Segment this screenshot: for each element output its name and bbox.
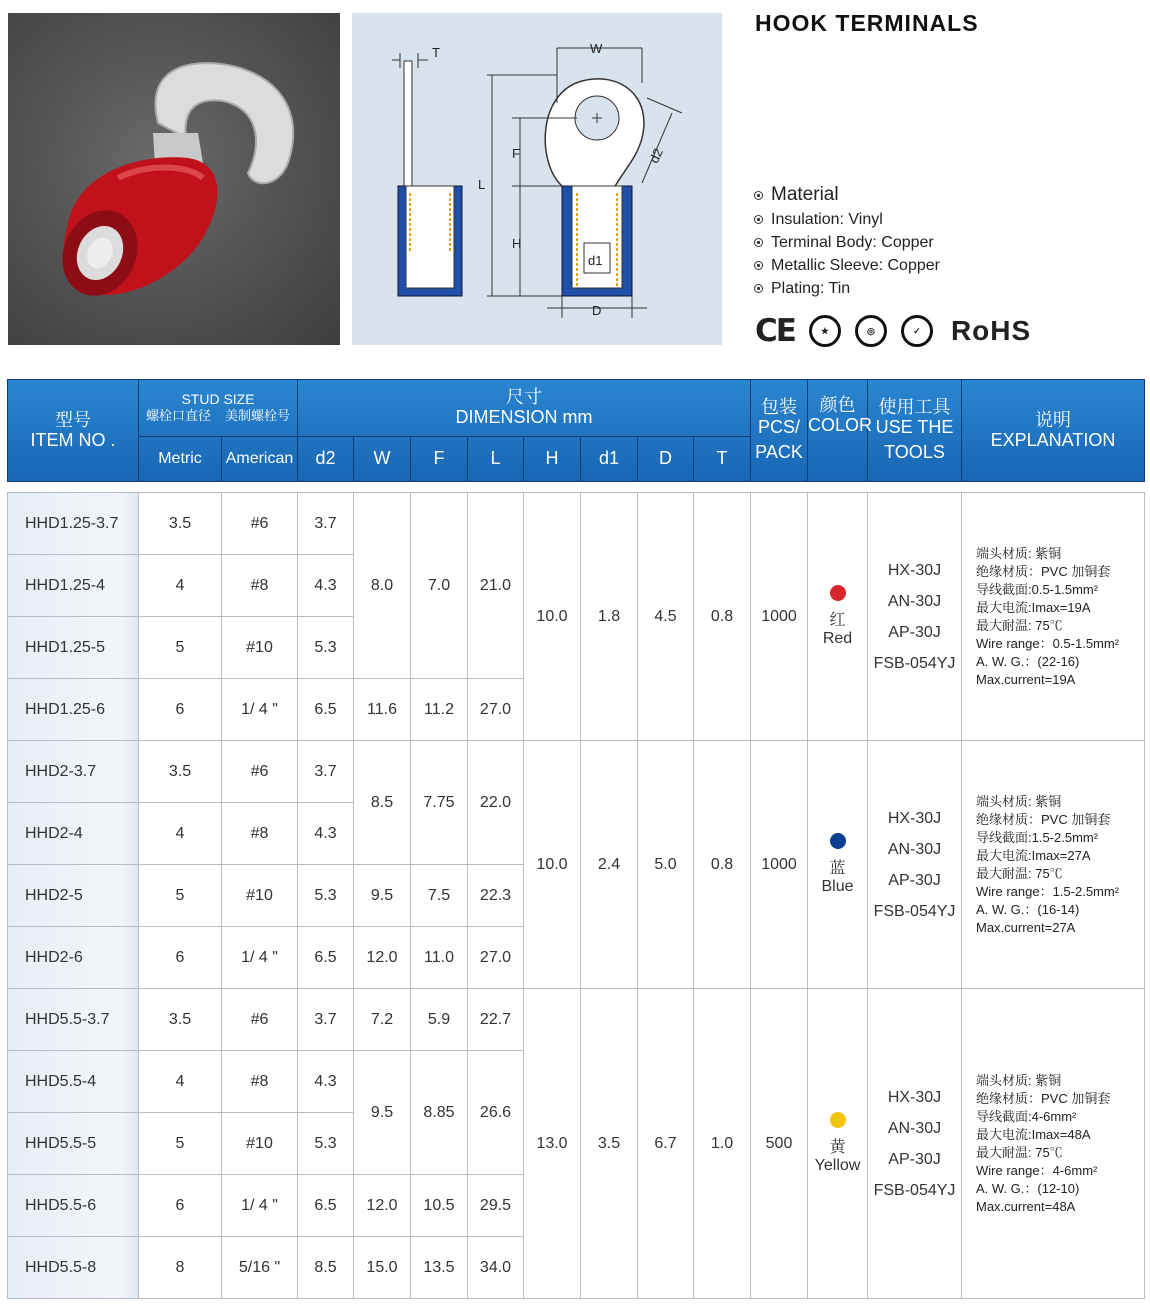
- quality-seal-icon: ★: [809, 315, 841, 347]
- dim-label-W: W: [590, 41, 603, 56]
- header-d1: d1: [581, 436, 638, 481]
- dim-label-F: F: [512, 146, 520, 161]
- item-no: HHD2-4: [8, 803, 139, 865]
- bullet-icon: [754, 215, 763, 224]
- item-no: HHD1.25-3.7: [8, 493, 139, 555]
- american-cell: 1/ 4 ": [222, 1175, 298, 1237]
- product-title: HOOK TERMINALS: [755, 10, 979, 36]
- metric-cell: 4: [139, 555, 222, 617]
- pack-cell: 1000: [751, 493, 808, 741]
- color-cell: 蓝 Blue: [808, 741, 868, 989]
- dim-label-H: H: [512, 236, 522, 251]
- metric-cell: 6: [139, 927, 222, 989]
- dim-label-L: L: [478, 177, 486, 192]
- item-no: HHD5.5-6: [8, 1175, 139, 1237]
- d-cell: 4.5: [638, 493, 694, 741]
- red-dot-icon: [830, 585, 846, 601]
- header-W: W: [354, 436, 411, 481]
- product-photo: [8, 13, 340, 345]
- dimension-drawing: [352, 13, 722, 345]
- tools-cell: HX-30J AN-30J AP-30J FSB-054YJ: [868, 741, 962, 989]
- spec-table-header: [7, 379, 1145, 482]
- sgs-seal-icon: ✓: [901, 315, 933, 347]
- header-T: T: [694, 436, 751, 481]
- w-cell: 7.2: [354, 989, 411, 1051]
- american-cell: #6: [222, 989, 298, 1051]
- bullet-icon: [754, 284, 763, 293]
- d2-cell: 3.7: [298, 741, 354, 803]
- yellow-dot-icon: [830, 1112, 846, 1128]
- material-item: Metallic Sleeve: Copper: [754, 254, 940, 277]
- header-stud-size: STUD SIZE 螺栓口直径 美制螺栓号: [139, 380, 298, 437]
- item-no: HHD1.25-4: [8, 555, 139, 617]
- tools-cell: HX-30J AN-30J AP-30J FSB-054YJ: [868, 493, 962, 741]
- w-cell: 11.6: [354, 679, 411, 741]
- header-item-no: 型号 ITEM NO .: [8, 380, 139, 482]
- w-cell: 15.0: [354, 1237, 411, 1299]
- item-no: HHD2-6: [8, 927, 139, 989]
- american-cell: #8: [222, 1051, 298, 1113]
- american-cell: #10: [222, 1113, 298, 1175]
- item-no: HHD5.5-8: [8, 1237, 139, 1299]
- metric-cell: 5: [139, 1113, 222, 1175]
- w-cell: 8.5: [354, 741, 411, 865]
- d2-cell: 5.3: [298, 1113, 354, 1175]
- d2-cell: 4.3: [298, 1051, 354, 1113]
- pack-cell: 1000: [751, 741, 808, 989]
- d1-cell: 3.5: [581, 989, 638, 1299]
- h-cell: 10.0: [524, 493, 581, 741]
- american-cell: #6: [222, 493, 298, 555]
- d2-cell: 6.5: [298, 927, 354, 989]
- explanation-cell: 端头材质: 紫铜 绝缘材质：PVC 加铜套 导线截面:0.5-1.5mm² 最大电流:Imax=19A 最大耐温: 75℃ Wire range：0.5-1.5mm² A. W. G.：(22-16) Max.current=19A: [962, 493, 1145, 741]
- l-cell: 29.5: [468, 1175, 524, 1237]
- american-cell: 1/ 4 ": [222, 679, 298, 741]
- metric-cell: 5: [139, 617, 222, 679]
- d2-cell: 4.3: [298, 555, 354, 617]
- t-cell: 0.8: [694, 741, 751, 989]
- item-no: HHD2-3.7: [8, 741, 139, 803]
- d-cell: 5.0: [638, 741, 694, 989]
- dim-label-T: T: [432, 45, 440, 60]
- d1-cell: 1.8: [581, 493, 638, 741]
- material-item: Insulation: Vinyl: [754, 208, 940, 231]
- t-cell: 0.8: [694, 493, 751, 741]
- header-pack: 包装 PCS/ PACK: [751, 380, 808, 482]
- w-cell: 9.5: [354, 865, 411, 927]
- w-cell: 12.0: [354, 927, 411, 989]
- metric-cell: 3.5: [139, 989, 222, 1051]
- iso-seal-icon: ◎: [855, 315, 887, 347]
- f-cell: 8.85: [411, 1051, 468, 1175]
- d1-cell: 2.4: [581, 741, 638, 989]
- american-cell: #10: [222, 865, 298, 927]
- dim-label-d1: d1: [588, 253, 603, 268]
- item-no: HHD5.5-4: [8, 1051, 139, 1113]
- dim-label-d2: d2: [646, 145, 666, 166]
- d2-cell: 3.7: [298, 493, 354, 555]
- l-cell: 22.7: [468, 989, 524, 1051]
- dim-label-D: D: [592, 303, 602, 318]
- tools-cell: HX-30J AN-30J AP-30J FSB-054YJ: [868, 989, 962, 1299]
- metric-cell: 6: [139, 1175, 222, 1237]
- f-cell: 13.5: [411, 1237, 468, 1299]
- f-cell: 5.9: [411, 989, 468, 1051]
- bullet-icon: [754, 191, 763, 200]
- american-cell: #6: [222, 741, 298, 803]
- item-no: HHD1.25-5: [8, 617, 139, 679]
- bullet-icon: [754, 238, 763, 247]
- certification-logos: [755, 313, 1031, 349]
- f-cell: 11.2: [411, 679, 468, 741]
- american-cell: 1/ 4 ": [222, 927, 298, 989]
- header-american: American: [222, 436, 298, 481]
- explanation-cell: 端头材质: 紫铜 绝缘材质：PVC 加铜套 导线截面:4-6mm² 最大电流:Imax=48A 最大耐温: 75℃ Wire range：4-6mm² A. W. G.：(12-10) Max.current=48A: [962, 989, 1145, 1299]
- d2-cell: 8.5: [298, 1237, 354, 1299]
- material-list: [754, 182, 940, 300]
- l-cell: 22.0: [468, 741, 524, 865]
- bullet-icon: [754, 261, 763, 270]
- header-F: F: [411, 436, 468, 481]
- pack-cell: 500: [751, 989, 808, 1299]
- item-no: HHD2-5: [8, 865, 139, 927]
- dimension-diagram: [352, 13, 722, 345]
- f-cell: 7.0: [411, 493, 468, 679]
- t-cell: 1.0: [694, 989, 751, 1299]
- table-row: [8, 989, 1145, 1051]
- hook-terminal-photo: [8, 13, 340, 345]
- f-cell: 7.5: [411, 865, 468, 927]
- american-cell: 5/16 ": [222, 1237, 298, 1299]
- header-color: 颜色 COLOR: [808, 380, 868, 482]
- color-cell: 红 Red: [808, 493, 868, 741]
- american-cell: #10: [222, 617, 298, 679]
- item-no: HHD5.5-3.7: [8, 989, 139, 1051]
- l-cell: 22.3: [468, 865, 524, 927]
- l-cell: 34.0: [468, 1237, 524, 1299]
- spec-table: [7, 492, 1145, 1299]
- material-item: Terminal Body: Copper: [754, 231, 940, 254]
- d2-cell: 3.7: [298, 989, 354, 1051]
- w-cell: 12.0: [354, 1175, 411, 1237]
- metric-cell: 6: [139, 679, 222, 741]
- blue-dot-icon: [830, 833, 846, 849]
- h-cell: 13.0: [524, 989, 581, 1299]
- f-cell: 7.75: [411, 741, 468, 865]
- item-no: HHD1.25-6: [8, 679, 139, 741]
- metric-cell: 8: [139, 1237, 222, 1299]
- f-cell: 11.0: [411, 927, 468, 989]
- h-cell: 10.0: [524, 741, 581, 989]
- material-heading: Material: [754, 182, 940, 208]
- header-H: H: [524, 436, 581, 481]
- d2-cell: 6.5: [298, 679, 354, 741]
- d-cell: 6.7: [638, 989, 694, 1299]
- table-row: [8, 741, 1145, 803]
- l-cell: 21.0: [468, 493, 524, 679]
- header-L: L: [468, 436, 524, 481]
- header-metric: Metric: [139, 436, 222, 481]
- l-cell: 27.0: [468, 927, 524, 989]
- metric-cell: 5: [139, 865, 222, 927]
- d2-cell: 5.3: [298, 617, 354, 679]
- metric-cell: 3.5: [139, 741, 222, 803]
- header-d2: d2: [298, 436, 354, 481]
- header-D: D: [638, 436, 694, 481]
- header-tools: 使用工具 USE THE TOOLS: [868, 380, 962, 482]
- header-dimension: 尺寸 DIMENSION mm: [298, 380, 751, 437]
- rohs-mark: RoHS: [950, 315, 1032, 346]
- material-item: Plating: Tin: [754, 277, 940, 300]
- d2-cell: 4.3: [298, 803, 354, 865]
- d2-cell: 6.5: [298, 1175, 354, 1237]
- american-cell: #8: [222, 555, 298, 617]
- metric-cell: 3.5: [139, 493, 222, 555]
- w-cell: 8.0: [354, 493, 411, 679]
- table-row: [8, 493, 1145, 555]
- american-cell: #8: [222, 803, 298, 865]
- ce-mark-icon: CE: [755, 313, 795, 349]
- l-cell: 27.0: [468, 679, 524, 741]
- color-cell: 黄 Yellow: [808, 989, 868, 1299]
- item-no: HHD5.5-5: [8, 1113, 139, 1175]
- f-cell: 10.5: [411, 1175, 468, 1237]
- d2-cell: 5.3: [298, 865, 354, 927]
- explanation-cell: 端头材质: 紫铜 绝缘材质：PVC 加铜套 导线截面:1.5-2.5mm² 最大电流:Imax=27A 最大耐温: 75℃ Wire range：1.5-2.5mm² A. W. G.：(16-14) Max.current=27A: [962, 741, 1145, 989]
- metric-cell: 4: [139, 1051, 222, 1113]
- l-cell: 26.6: [468, 1051, 524, 1175]
- header-explanation: 说明 EXPLANATION: [962, 380, 1145, 482]
- metric-cell: 4: [139, 803, 222, 865]
- w-cell: 9.5: [354, 1051, 411, 1175]
